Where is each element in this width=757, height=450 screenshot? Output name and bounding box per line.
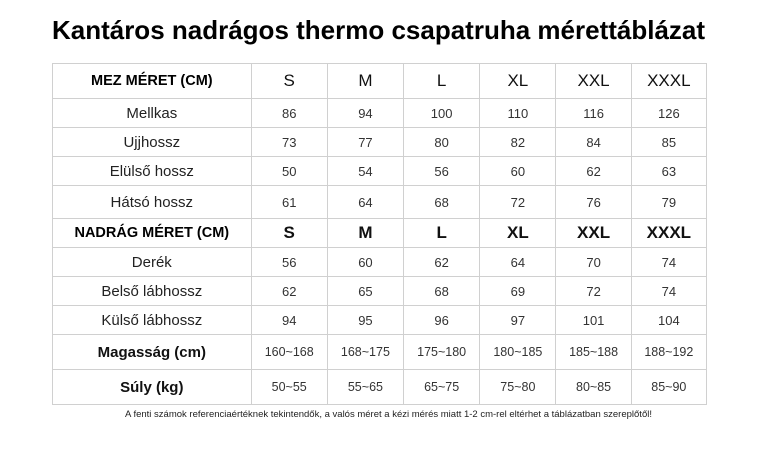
size-label: M: [327, 64, 403, 99]
table-cell: 82: [480, 128, 556, 157]
table-cell: 50: [251, 157, 327, 186]
table-row: [53, 248, 707, 277]
table-cell: 104: [631, 306, 706, 335]
table-cell: 69: [480, 277, 556, 306]
table-cell: 50~55: [251, 370, 327, 405]
table-cell: 110: [480, 99, 556, 128]
table-row-jersey-header: [53, 64, 707, 99]
table-cell: 86: [251, 99, 327, 128]
row-label: Magasság (cm): [53, 335, 252, 370]
table-cell: 168~175: [327, 335, 403, 370]
size-label: XL: [480, 64, 556, 99]
table-cell: 96: [404, 306, 480, 335]
table-cell: 65: [327, 277, 403, 306]
table-row: [53, 370, 707, 405]
row-label: MEZ MÉRET (CM): [53, 64, 252, 99]
table-cell: 76: [556, 186, 631, 219]
row-label: NADRÁG MÉRET (CM): [53, 219, 252, 248]
table-cell: 80: [404, 128, 480, 157]
table-row: [53, 99, 707, 128]
size-label: XXXL: [631, 219, 706, 248]
table-cell: 61: [251, 186, 327, 219]
table-cell: 55~65: [327, 370, 403, 405]
row-label: Mellkas: [53, 99, 252, 128]
table-cell: 101: [556, 306, 631, 335]
row-label: Súly (kg): [53, 370, 252, 405]
table-cell: 62: [404, 248, 480, 277]
table-cell: 97: [480, 306, 556, 335]
table-row: [53, 335, 707, 370]
table-cell: 100: [404, 99, 480, 128]
row-label: Külső lábhossz: [53, 306, 252, 335]
table-cell: 64: [327, 186, 403, 219]
table-row: [53, 157, 707, 186]
table-cell: 68: [404, 186, 480, 219]
table-cell: 60: [480, 157, 556, 186]
table-cell: 180~185: [480, 335, 556, 370]
table-cell: 85~90: [631, 370, 706, 405]
row-label: Belső lábhossz: [53, 277, 252, 306]
size-label: XXL: [556, 64, 631, 99]
size-label: XXL: [556, 219, 631, 248]
size-label: S: [251, 219, 327, 248]
row-label: Derék: [53, 248, 252, 277]
size-label: L: [404, 64, 480, 99]
table-cell: 175~180: [404, 335, 480, 370]
table-cell: 56: [251, 248, 327, 277]
size-label: M: [327, 219, 403, 248]
size-label: L: [404, 219, 480, 248]
table-cell: 63: [631, 157, 706, 186]
table-cell: 77: [327, 128, 403, 157]
size-label: XXXL: [631, 64, 706, 99]
table-cell: 72: [556, 277, 631, 306]
table-row: [53, 306, 707, 335]
table-cell: 68: [404, 277, 480, 306]
row-label: Ujjhossz: [53, 128, 252, 157]
table-row: [53, 128, 707, 157]
table-cell: 60: [327, 248, 403, 277]
table-cell: 74: [631, 277, 706, 306]
table-cell: 74: [631, 248, 706, 277]
table-cell: 70: [556, 248, 631, 277]
page-title: Kantáros nadrágos thermo csapatruha mérettáblázat: [51, 15, 706, 45]
size-table: [52, 63, 707, 405]
size-label: S: [251, 64, 327, 99]
table-cell: 185~188: [556, 335, 631, 370]
table-cell: 54: [327, 157, 403, 186]
table-cell: 75~80: [480, 370, 556, 405]
table-row-trousers-header: [53, 219, 707, 248]
table-cell: 126: [631, 99, 706, 128]
table-cell: 65~75: [404, 370, 480, 405]
table-cell: 79: [631, 186, 706, 219]
footnote: A fenti számok referenciaértéknek tekintendők, a valós méret a kézi mérés miatt 1-2 cm-rel eltérhet a táblázatban szereplőtől!: [125, 409, 652, 420]
table-cell: 80~85: [556, 370, 631, 405]
table-cell: 95: [327, 306, 403, 335]
size-label: XL: [480, 219, 556, 248]
table-cell: 85: [631, 128, 706, 157]
table-cell: 56: [404, 157, 480, 186]
row-label: Elülső hossz: [53, 157, 252, 186]
table-cell: 62: [556, 157, 631, 186]
table-cell: 160~168: [251, 335, 327, 370]
table-cell: 94: [251, 306, 327, 335]
table-cell: 62: [251, 277, 327, 306]
table-cell: 72: [480, 186, 556, 219]
table-cell: 116: [556, 99, 631, 128]
table-cell: 73: [251, 128, 327, 157]
table-row: [53, 277, 707, 306]
table-row: [53, 186, 707, 219]
table-cell: 84: [556, 128, 631, 157]
table-cell: 64: [480, 248, 556, 277]
row-label: Hátsó hossz: [53, 186, 252, 219]
table-cell: 188~192: [631, 335, 706, 370]
table-cell: 94: [327, 99, 403, 128]
